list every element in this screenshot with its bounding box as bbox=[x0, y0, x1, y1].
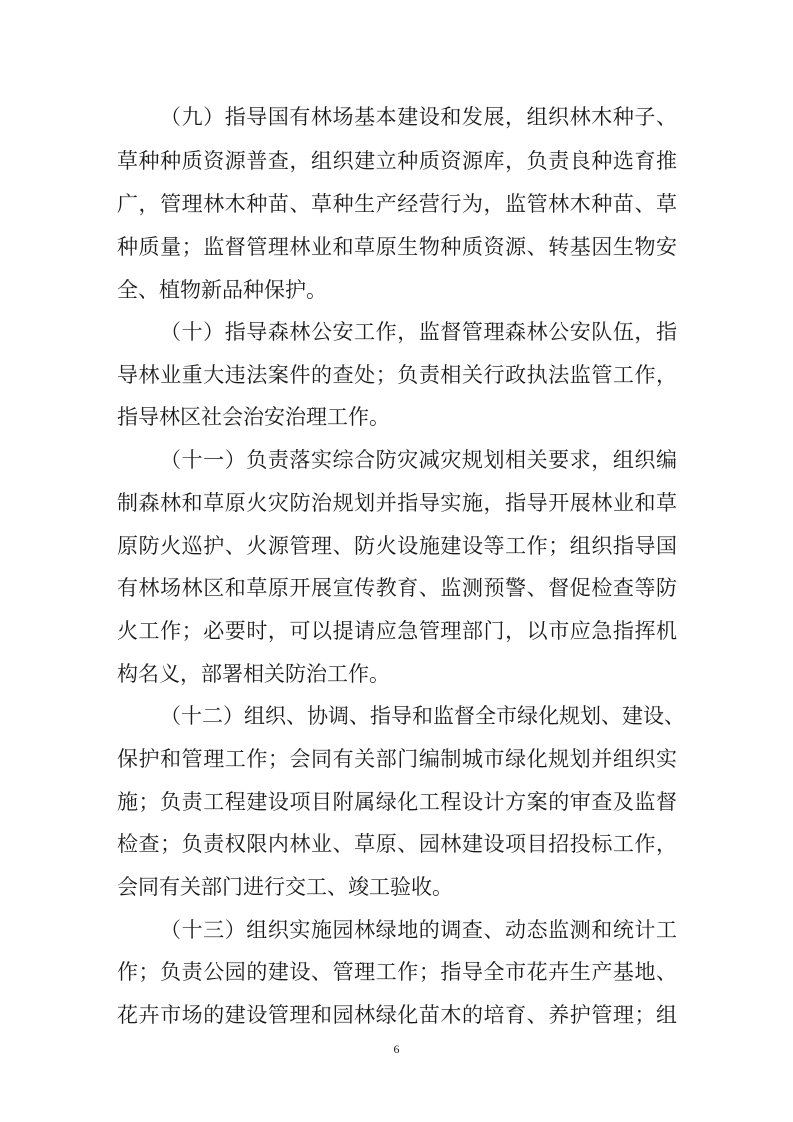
paragraph-9-line-2: 草种种质资源普查，组织建立种质资源库，负责良种选育推 bbox=[117, 149, 677, 173]
paragraph-9-line-3: 广，管理林木种苗、草种生产经营行为，监管林木种苗、草 bbox=[117, 192, 677, 216]
paragraph-11-line-3: 原防火巡护、火源管理、防火设施建设等工作；组织指导国 bbox=[117, 534, 677, 558]
paragraph-11-line-6: 构名义，部署相关防治工作。 bbox=[117, 662, 390, 686]
paragraph-11-line-2: 制森林和草原火灾防治规划并指导实施，指导开展林业和草 bbox=[117, 491, 677, 515]
paragraph-12-line-1: （十二）组织、协调、指导和监督全市绿化规划、建设、 bbox=[160, 704, 685, 728]
paragraph-10-line-2: 导林业重大违法案件的查处；负责相关行政执法监管工作， bbox=[117, 363, 677, 387]
paragraph-10-line-1: （十）指导森林公安工作，监督管理森林公安队伍，指 bbox=[160, 320, 677, 344]
paragraph-9-line-5: 全、植物新品种保护。 bbox=[117, 278, 327, 302]
paragraph-11-line-5: 火工作；必要时，可以提请应急管理部门，以市应急指挥机 bbox=[117, 619, 677, 643]
paragraph-9-line-1: （九）指导国有林场基本建设和发展，组织林木种子、 bbox=[160, 105, 677, 129]
paragraph-13-line-3: 花卉市场的建设管理和园林绿化苗木的培育、养护管理；组 bbox=[117, 1003, 677, 1027]
paragraph-13-line-1: （十三）组织实施园林绿地的调查、动态监测和统计工 bbox=[160, 918, 677, 942]
paragraph-11-line-1: （十一）负责落实综合防灾减灾规划相关要求，组织编 bbox=[160, 448, 677, 472]
paragraph-12-line-3: 施；负责工程建设项目附属绿化工程设计方案的审查及监督 bbox=[117, 790, 677, 814]
paragraph-12-line-5: 会同有关部门进行交工、竣工验收。 bbox=[117, 875, 453, 899]
paragraph-12-line-4: 检查；负责权限内林业、草原、园林建设项目招投标工作， bbox=[117, 832, 677, 856]
paragraph-10-line-3: 指导林区社会治安治理工作。 bbox=[117, 405, 390, 429]
paragraph-11-line-4: 有林场林区和草原开展宣传教育、监测预警、督促检查等防 bbox=[117, 576, 677, 600]
paragraph-9-line-4: 种质量；监督管理林业和草原生物种质资源、转基因生物安 bbox=[117, 235, 677, 259]
page-number: 6 bbox=[393, 1042, 400, 1056]
paragraph-13-line-2: 作；负责公园的建设、管理工作；指导全市花卉生产基地、 bbox=[117, 960, 677, 984]
paragraph-12-line-2: 保护和管理工作；会同有关部门编制城市绿化规划并组织实 bbox=[117, 747, 677, 771]
